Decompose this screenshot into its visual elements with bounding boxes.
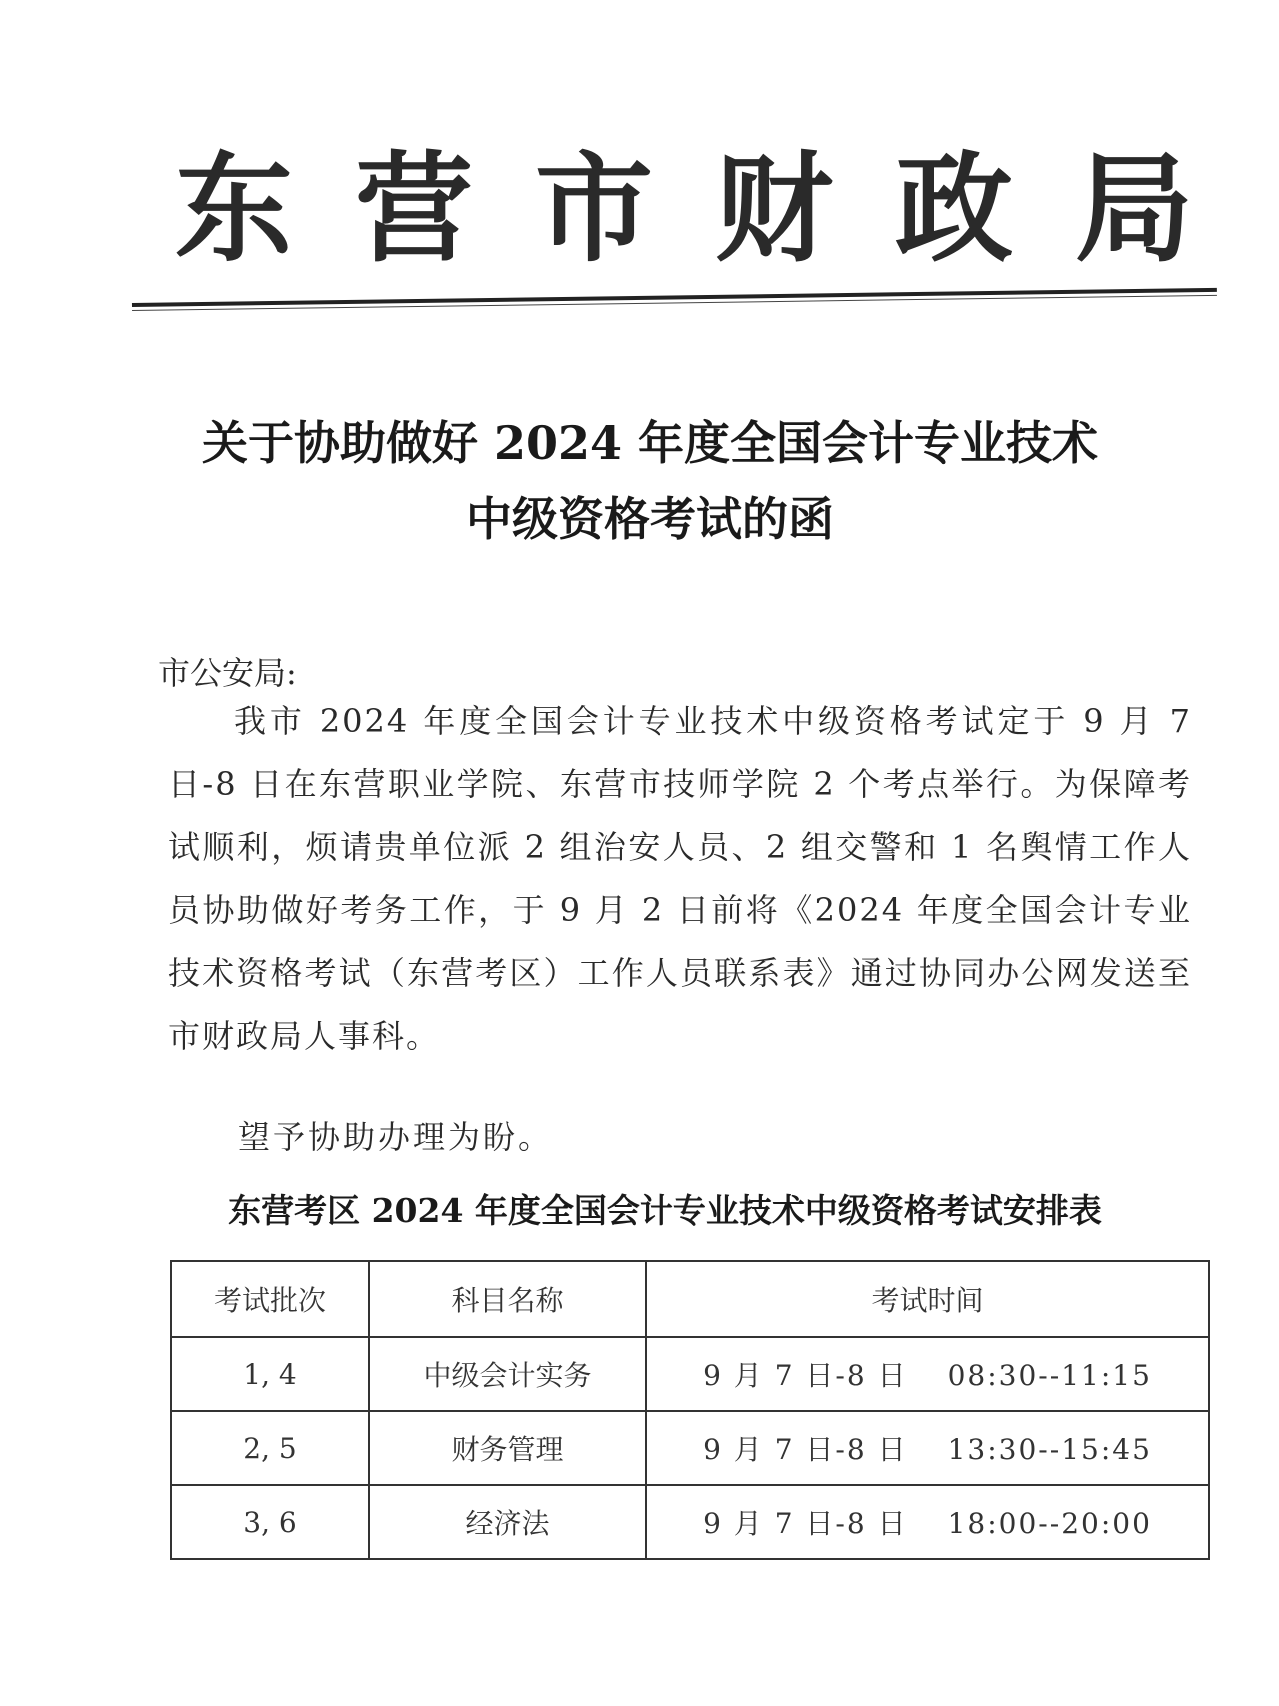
cell-hours: 18:00--20:00	[947, 1507, 1152, 1540]
header-time: 考试时间	[646, 1261, 1209, 1337]
cell-batch: 3, 6	[171, 1485, 369, 1559]
cell-date: 9 月 7 日-8 日	[703, 1433, 908, 1466]
cell-time	[646, 1337, 1209, 1411]
cell-subject: 中级会计实务	[369, 1337, 646, 1411]
cell-date: 9 月 7 日-8 日	[703, 1507, 908, 1540]
document-title-line-2: 中级资格考试的函	[466, 492, 834, 546]
schedule-table	[170, 1260, 1210, 1560]
letter-body: 我市 2024 年度全国会计专业技术中级资格考试定于 9 月 7 日-8 日在东营职业学院、东营市技师学院 2 个考点举行。为保障考试顺利，烦请贵单位派 2 组治安人员、2 组交警和 1 名舆情工作人员协助做好考务工作，于 9 月 2 日前将《2024 年度全国会计专业技术资格考试（东营考区）工作人员联系表》通过协同办公网发送至市财政局人事科。	[168, 702, 1192, 1055]
table-row	[171, 1485, 1209, 1559]
cell-subject: 经济法	[369, 1485, 646, 1559]
cell-batch: 1, 4	[171, 1337, 369, 1411]
letterhead-org-name: 东营市财政局	[175, 139, 1256, 278]
cell-batch: 2, 5	[171, 1411, 369, 1485]
cell-time	[646, 1411, 1209, 1485]
header-subject: 科目名称	[369, 1261, 646, 1337]
schedule-table-title: 东营考区 2024 年度全国会计专业技术中级资格考试安排表	[228, 1191, 1102, 1230]
table-row	[171, 1337, 1209, 1411]
cell-subject: 财务管理	[369, 1411, 646, 1485]
document-title	[150, 405, 1150, 557]
cell-time	[646, 1485, 1209, 1559]
letterhead-rule	[132, 288, 1217, 311]
header-batch: 考试批次	[171, 1261, 369, 1337]
schedule-header-row	[171, 1261, 1209, 1337]
table-row	[171, 1411, 1209, 1485]
cell-hours: 13:30--15:45	[947, 1433, 1152, 1466]
cell-hours: 08:30--11:15	[947, 1359, 1152, 1392]
letter-closing: 望予协助办理为盼。	[238, 1118, 554, 1156]
document-title-line-1: 关于协助做好 2024 年度全国会计专业技术	[201, 416, 1099, 470]
salutation: 市公安局:	[158, 654, 297, 692]
cell-date: 9 月 7 日-8 日	[703, 1359, 908, 1392]
